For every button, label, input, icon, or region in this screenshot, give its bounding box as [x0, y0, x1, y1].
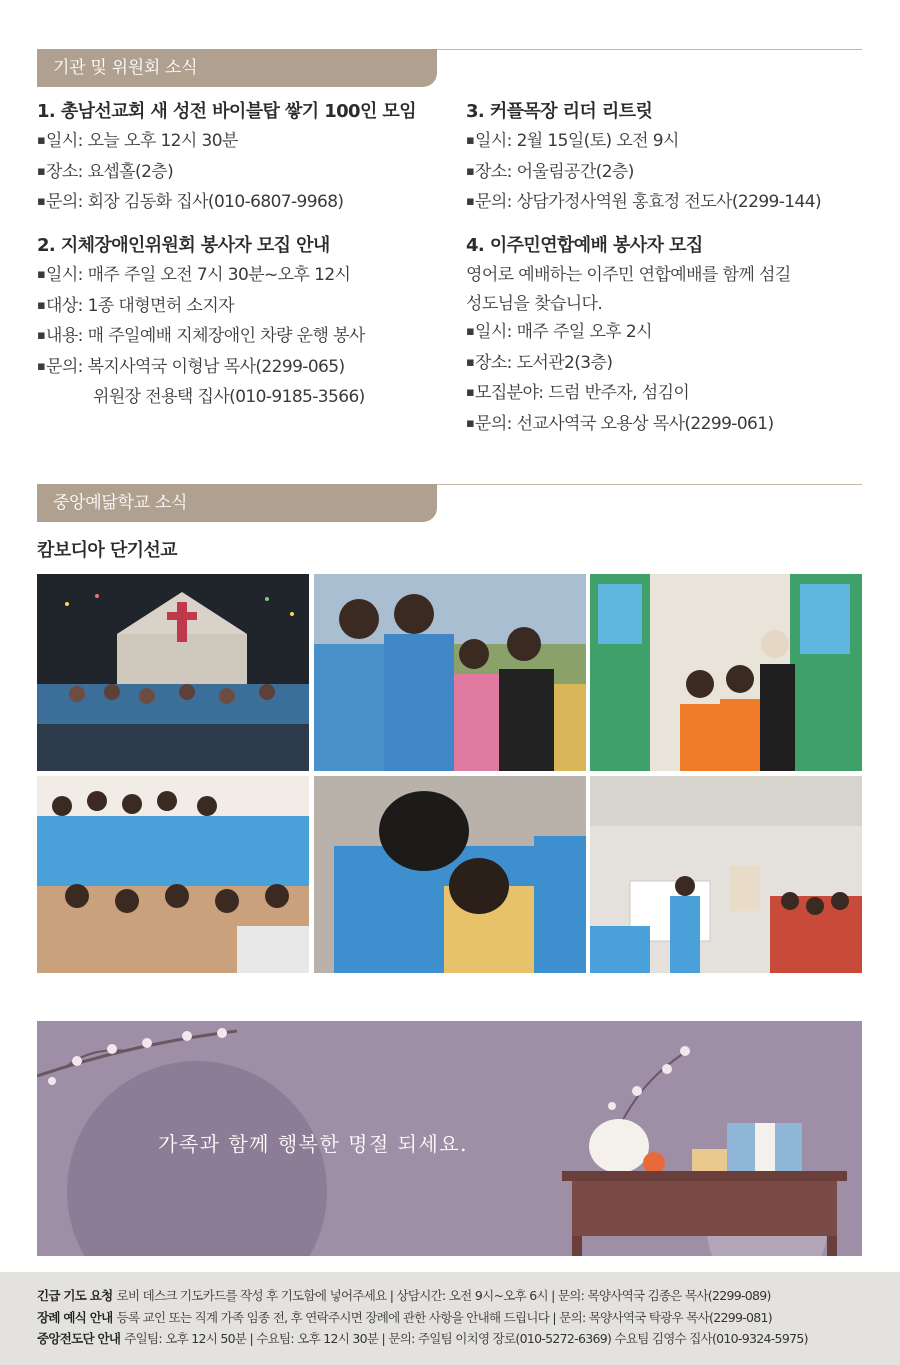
notice-line: ▪문의: 회장 김동화 집사(010-6807-9968)	[37, 188, 416, 219]
footer-row-funeral: 장례 예식 안내 등록 교인 또는 직계 가족 임종 전, 후 연락주시면 장례에 관한 사항을 안내해 드립니다 | 문의: 목양사역국 탁광우 목사(2299-081)	[37, 1309, 772, 1325]
footer-row-prayer: 긴급 기도 요청 로비 데스크 기도카드를 작성 후 기도함에 넣어주세요 | 상담시간: 오전 9시~오후 6시 | 문의: 목양사역국 김종은 목사(2299-089)	[37, 1288, 771, 1303]
bullet-icon: ▪	[466, 385, 475, 400]
footer-row-evangelism: 중앙전도단 안내 주일팀: 오후 12시 50분 | 수요팀: 오후 12시 30분 | 문의: 주일팀 이치영 장로(010-5272-6369) 수요팀 김영수 집사(010-9324-5975)	[37, 1331, 808, 1346]
notice-intro: 영어로 예배하는 이주민 연합예배를 함께 섬길	[466, 265, 791, 285]
bullet-icon: ▪	[37, 358, 46, 374]
photo-classroom	[590, 776, 862, 973]
photo-children-crowd	[37, 776, 309, 973]
bullet-icon: ▪	[37, 297, 46, 313]
mission-trip-title: 캄보디아 단기선교	[37, 540, 177, 561]
notice-line: ▪대상: 1종 대형면허 소지자	[37, 292, 365, 323]
notice-item-3	[466, 99, 821, 219]
photo-group-night	[37, 574, 309, 771]
bullet-icon: ▪	[37, 328, 46, 343]
notice-intro: 성도님을 찾습니다.	[466, 293, 603, 314]
notice-line: ▪문의: 복지사역국 이형남 목사(2299-065)	[37, 353, 365, 384]
notice-line: ▪일시: 매주 주일 오전 7시 30분~오후 12시	[37, 261, 365, 292]
notice-item-2	[37, 233, 365, 412]
notice-line: ▪장소: 요셉홀(2층)	[37, 158, 416, 189]
notice-line: ▪모집분야: 드럼 반주자, 섬김이	[466, 379, 791, 410]
notice-line: ▪내용: 매 주일예배 지체장애인 차량 운행 봉사	[37, 322, 365, 353]
notice-item-1	[37, 99, 416, 219]
bullet-icon: ▪	[37, 133, 46, 148]
notice-line: ▪일시: 오늘 오후 12시 30분	[37, 127, 416, 158]
notice-heading: 3. 커플목장 리더 리트릿	[466, 101, 653, 122]
bullet-icon: ▪	[466, 415, 475, 431]
notice-heading: 2. 지체장애인위원회 봉사자 모집 안내	[37, 235, 330, 256]
notice-heading: 1. 총남선교회 새 성전 바이블탑 쌓기 100인 모임	[37, 101, 416, 122]
notice-line: ▪장소: 도서관2(3층)	[466, 349, 791, 380]
section-title: 기관 및 위원회 소식	[37, 49, 437, 87]
photo-children-group	[314, 574, 586, 771]
notice-line: ▪일시: 매주 주일 오후 2시	[466, 318, 791, 349]
photo-grid	[37, 574, 862, 973]
notice-heading: 4. 이주민연합예배 봉사자 모집	[466, 235, 703, 256]
notice-line-continued: 위원장 전용택 집사(010-9185-3566)	[93, 387, 365, 407]
bullet-icon: ▪	[466, 324, 475, 339]
notice-item-4	[466, 233, 791, 440]
notice-line: ▪문의: 선교사역국 오용상 목사(2299-061)	[466, 410, 791, 441]
bullet-icon: ▪	[466, 133, 475, 148]
bullet-icon: ▪	[466, 194, 475, 209]
notice-line: ▪장소: 어울림공간(2층)	[466, 158, 821, 189]
footer-info	[0, 1272, 900, 1365]
photo-embrace	[314, 776, 586, 973]
section-title: 중앙예닮학교 소식	[37, 484, 437, 522]
bullet-icon: ▪	[466, 354, 475, 370]
bullet-icon: ▪	[466, 163, 475, 179]
holiday-greeting: 가족과 함께 행복한 명절 되세요.	[158, 1132, 468, 1156]
photo-building-doors	[590, 574, 862, 771]
bullet-icon: ▪	[37, 163, 46, 179]
notice-line: ▪일시: 2월 15일(토) 오전 9시	[466, 127, 821, 158]
section-header-school	[37, 484, 862, 524]
section-header-organizations	[37, 49, 862, 89]
bullet-icon: ▪	[37, 267, 46, 282]
notice-line: ▪문의: 상담가정사역원 홍효정 전도사(2299-144)	[466, 188, 821, 219]
bullet-icon: ▪	[37, 194, 46, 209]
